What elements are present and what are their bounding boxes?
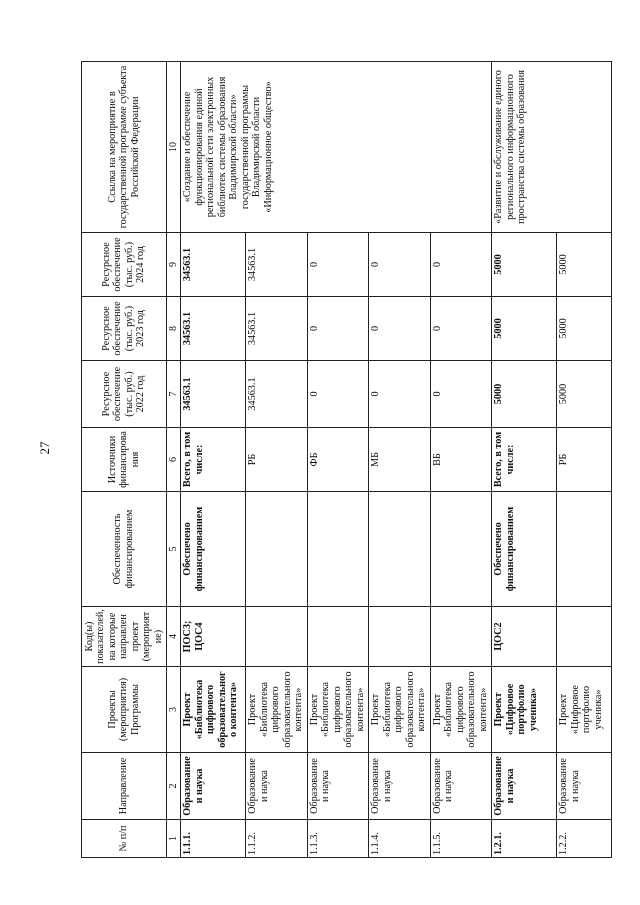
row-project: Проект «Цифровое портфолио ученика» xyxy=(557,667,612,753)
col-number: 8 xyxy=(166,297,180,361)
row-direction: Образование и наука xyxy=(557,753,612,820)
header-project: Проекты (мероприятия) Программы xyxy=(82,667,167,753)
row-codes xyxy=(307,607,369,667)
col-number: 9 xyxy=(166,233,180,297)
row-codes xyxy=(246,607,308,667)
row-project: Проект «Цифровое портфолио ученика» xyxy=(492,667,557,753)
row-project: Проект «Библиотека цифрового образовательного контента» xyxy=(369,667,431,753)
row-source: МБ xyxy=(369,428,431,492)
column-number-row xyxy=(166,62,180,858)
col-number: 5 xyxy=(166,492,180,607)
rotated-table-container xyxy=(81,62,612,858)
col-number: 10 xyxy=(166,62,180,233)
header-row xyxy=(82,62,167,858)
row-provision xyxy=(369,492,431,607)
row-value-2023: 5000 xyxy=(557,297,612,361)
col-number: 2 xyxy=(166,753,180,820)
row-value-2023: 0 xyxy=(430,297,492,361)
header-num: № п/п xyxy=(82,820,167,858)
row-value-2024: 0 xyxy=(430,233,492,297)
row-provision xyxy=(246,492,308,607)
row-source: РБ xyxy=(246,428,308,492)
header-2023: Ресурсное обеспечение (тыс. руб.) 2023 год xyxy=(82,297,167,361)
row-direction: Образование и наука xyxy=(307,753,369,820)
row-num: 1.1.2. xyxy=(246,820,308,858)
row-direction: Образование и наука xyxy=(430,753,492,820)
row-value-2022: 0 xyxy=(307,361,369,428)
row-value-2024: 5000 xyxy=(492,233,557,297)
row-codes: ПОС3; ЦОС4 xyxy=(181,607,246,667)
program-table xyxy=(81,61,612,858)
row-value-2024: 5000 xyxy=(557,233,612,297)
header-source: Источники финансирования xyxy=(82,428,167,492)
table-row xyxy=(181,62,246,858)
col-number: 7 xyxy=(166,361,180,428)
row-value-2022: 5000 xyxy=(557,361,612,428)
row-link: «Создание и обеспечение функционирования единой региональной сети электронных библиотек системы образования Владимирской области» государственной программы Владимирской области «Информационное общество» xyxy=(181,62,492,233)
row-value-2023: 0 xyxy=(369,297,431,361)
row-codes xyxy=(369,607,431,667)
col-number: 6 xyxy=(166,428,180,492)
col-number: 1 xyxy=(166,820,180,858)
header-provision: Обеспеченность финансированием xyxy=(82,492,167,607)
row-value-2024: 34563.1 xyxy=(246,233,308,297)
page-number: 27 xyxy=(37,441,52,455)
row-value-2023: 0 xyxy=(307,297,369,361)
row-num: 1.1.4. xyxy=(369,820,431,858)
row-num: 1.1.1. xyxy=(181,820,246,858)
table-row xyxy=(492,62,557,858)
row-direction: Образование и наука xyxy=(369,753,431,820)
col-number: 3 xyxy=(166,667,180,753)
row-value-2022: 0 xyxy=(430,361,492,428)
header-link: Ссылка на мероприятие в государственной программе субъекта Российской Федерации xyxy=(82,62,167,233)
header-codes: Код(ы) показателей, на которые направлен проект (мероприятие) xyxy=(82,607,167,667)
header-2024: Ресурсное обеспечение (тыс. руб.) 2024 год xyxy=(82,233,167,297)
row-source: РБ xyxy=(557,428,612,492)
row-provision xyxy=(430,492,492,607)
header-2022: Ресурсное обеспечение (тыс. руб.) 2022 год xyxy=(82,361,167,428)
row-num: 1.1.3. xyxy=(307,820,369,858)
row-source: ВБ xyxy=(430,428,492,492)
row-value-2023: 34563.1 xyxy=(181,297,246,361)
row-source: Всего, в том числе: xyxy=(492,428,557,492)
row-value-2024: 34563.1 xyxy=(181,233,246,297)
row-provision xyxy=(307,492,369,607)
row-provision xyxy=(557,492,612,607)
row-value-2023: 34563.1 xyxy=(246,297,308,361)
row-project: Проект «Библиотека цифрового образовательного контента» xyxy=(307,667,369,753)
row-value-2022: 5000 xyxy=(492,361,557,428)
row-source: ФБ xyxy=(307,428,369,492)
row-project: Проект «Библиотека цифрового образовательного контента» xyxy=(181,667,246,753)
row-value-2022: 0 xyxy=(369,361,431,428)
row-value-2024: 0 xyxy=(369,233,431,297)
row-codes xyxy=(557,607,612,667)
row-project: Проект «Библиотека цифрового образовательного контента» xyxy=(430,667,492,753)
row-direction: Образование и наука xyxy=(246,753,308,820)
row-num: 1.2.2. xyxy=(557,820,612,858)
row-provision: Обеспечено финансированием xyxy=(492,492,557,607)
row-link: «Развитие и обслуживание единого регионального информационного пространства системы образования xyxy=(492,62,612,233)
row-value-2022: 34563.1 xyxy=(246,361,308,428)
row-source: Всего, в том числе: xyxy=(181,428,246,492)
row-direction: Образование и наука xyxy=(181,753,246,820)
row-project: Проект «Библиотека цифрового образовательного контента» xyxy=(246,667,308,753)
row-value-2024: 0 xyxy=(307,233,369,297)
header-direction: Направление xyxy=(82,753,167,820)
row-num: 1.1.5. xyxy=(430,820,492,858)
row-direction: Образование и наука xyxy=(492,753,557,820)
row-num: 1.2.1. xyxy=(492,820,557,858)
row-value-2022: 34563.1 xyxy=(181,361,246,428)
col-number: 4 xyxy=(166,607,180,667)
row-provision: Обеспечено финансированием xyxy=(181,492,246,607)
row-codes: ЦОС2 xyxy=(492,607,557,667)
row-value-2023: 5000 xyxy=(492,297,557,361)
row-codes xyxy=(430,607,492,667)
